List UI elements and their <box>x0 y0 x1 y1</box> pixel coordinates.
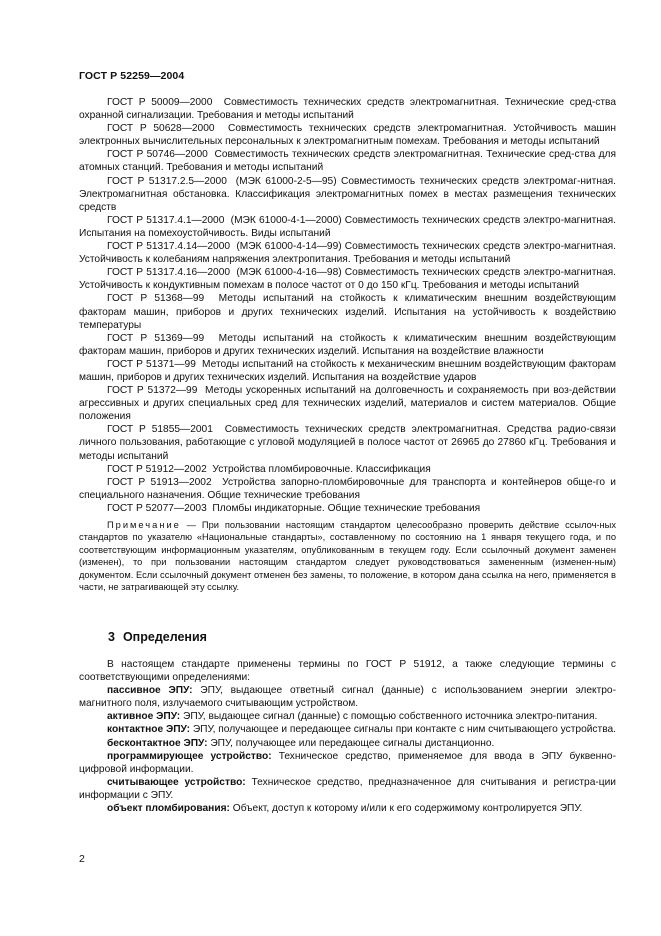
definition-item <box>79 710 616 723</box>
document-header: ГОСТ Р 52259—2004 <box>79 70 185 82</box>
reference-text: Совместимость технических средств электромагнитная. Средства радио-связи личного пользования, работающие с угловой модуляцией в полосе частот от 26965 до 27860 кГц. Требования и методы испытаний <box>79 424 616 462</box>
reference-code: ГОСТ Р 51371—99 <box>107 358 196 370</box>
reference-code: ГОСТ Р 51912—2002 <box>107 463 207 475</box>
reference-item <box>79 384 616 423</box>
definition-term: программирующее устройство: <box>107 750 272 762</box>
reference-item <box>79 476 616 502</box>
definition-text: Техническое средство, предназначенное для считывания и регистра-ции информации с ЭПУ. <box>79 776 616 801</box>
reference-code: ГОСТ Р 51369—99 <box>107 332 205 344</box>
section-title: Определения <box>122 630 207 644</box>
reference-text: Методы испытаний на стойкость к климатическим внешним воздействующим факторам машин, приборов и других технических изделий. Испытания на устойчивость к воздействию температуры <box>79 293 616 331</box>
definition-term: контактное ЭПУ: <box>107 724 191 736</box>
definition-text: ЭПУ, выдающее сигнал (данные) с помощью собственного источника электро-питания. <box>183 711 598 723</box>
section-intro: В настоящем стандарте применены термины по ГОСТ Р 51912, а также следующие термины с соответствующими определениями: <box>79 659 616 684</box>
reference-item <box>79 96 616 122</box>
reference-item <box>79 358 616 384</box>
normative-references <box>79 96 616 593</box>
definition-text: ЭПУ, получающее или передающее сигналы дистанционно. <box>210 737 495 749</box>
reference-text: Совместимость технических средств электромагнитная. Технические сред-ства для атомных станций. Требования и методы испытаний <box>79 149 616 174</box>
reference-code: ГОСТ Р 51317.4.1—2000 <box>107 214 225 226</box>
reference-item <box>79 463 616 476</box>
reference-item <box>79 332 616 358</box>
reference-text: (МЭК 61000-4-1—2000) Совместимость технических средств электро-магнитная. Испытания на помехоустойчивость. Виды испытаний <box>79 214 616 239</box>
reference-text: Устройства пломбировочные. Классификация <box>212 463 431 475</box>
definition-text: Объект, доступ к которому и/или к его содержимому контролируется ЭПУ. <box>232 803 583 815</box>
reference-code: ГОСТ Р 52077—2003 <box>107 502 207 514</box>
reference-item <box>79 266 616 292</box>
definition-item <box>79 750 616 776</box>
reference-item <box>79 175 616 214</box>
reference-code: ГОСТ Р 51368—99 <box>107 293 205 305</box>
definition-term: активное ЭПУ: <box>107 711 181 723</box>
reference-item <box>79 502 616 515</box>
note-text: — При пользовании настоящим стандартом целесообразно проверить действие ссылоч-ных стандартов по указателю «Национальные стандарты», составленному по состоянию на 1 января текущего года, и по соответствующим информационным указателям, опубликованным в текущем году. Если ссылочный документ заменен (изменен), то при пользовании настоящим стандартом следует руководствоваться замененным (изменен-ным) документом. Если ссылочный документ отменен без замены, то положение, в котором дана ссылка на него, применяется в части, не затрагивающей эту ссылку. <box>79 520 616 593</box>
definition-item <box>79 684 616 710</box>
reference-item <box>79 214 616 240</box>
reference-code: ГОСТ Р 50746—2000 <box>107 149 208 161</box>
reference-code: ГОСТ Р 51317.4.14—2000 <box>107 241 231 253</box>
reference-text: Методы испытаний на стойкость к механическим внешним воздействующим факторам машин, приборов и других технических изделий. Испытания на воздействие ударов <box>79 358 616 383</box>
reference-text: Методы испытаний на стойкость к климатическим внешним воздействующим факторам машин, приборов и других технических изделий. Испытания на воздействие влажности <box>79 332 616 357</box>
reference-text: Совместимость технических средств электромагнитная. Технические сред-ства охранной сигнализации. Требования и методы испытаний <box>79 97 616 122</box>
definition-text: Техническое средство, применяемое для ввода в ЭПУ буквенно-цифровой информации. <box>79 750 616 775</box>
definition-item <box>79 723 616 736</box>
reference-code: ГОСТ Р 51317.2.5—2000 <box>107 175 227 187</box>
note-label: Примечание <box>107 520 181 530</box>
definition-text: ЭПУ, выдающее ответный сигнал (данные) с использованием энергии электро-магнитного поля, излучаемого считывающим устройством. <box>79 685 616 710</box>
definition-item <box>79 737 616 750</box>
definition-term: пассивное ЭПУ: <box>107 685 193 697</box>
reference-item <box>79 240 616 266</box>
definition-term: бесконтактное ЭПУ: <box>107 737 208 749</box>
reference-item <box>79 423 616 462</box>
reference-text: Совместимость технических средств электромагнитная. Устойчивость машин электронных вычислительных персональных к электромагнитным помехам. Требования и методы испытаний <box>79 123 617 148</box>
definition-item <box>79 802 616 815</box>
reference-text: Методы ускоренных испытаний на долговечность и сохраняемость при воз-действии агрессивных и других специальных сред для технических изделий, материалов и систем материалов. Общие положения <box>79 385 616 423</box>
note-paragraph <box>79 519 616 593</box>
definitions-section <box>79 630 616 815</box>
reference-text: (МЭК 61000-2-5—95) Совместимость технических средств электромаг-нитная. Электромагнитная обстановка. Классификация электромагнитных помех в местах размещения технических средств <box>79 175 616 213</box>
reference-text: Пломбы индикаторные. Общие технические требования <box>212 502 481 514</box>
reference-code: ГОСТ Р 50628—2000 <box>107 123 215 135</box>
definition-text: ЭПУ, получающее и передающее сигналы при контакте с ним считывающего устройства. <box>192 724 616 736</box>
reference-code: ГОСТ Р 51372—99 <box>107 385 198 397</box>
reference-code: ГОСТ Р 51317.4.16—2000 <box>107 267 231 279</box>
page-number: 2 <box>79 853 85 865</box>
reference-item <box>79 292 616 331</box>
reference-item <box>79 148 616 174</box>
section-number: 3 <box>108 630 115 644</box>
reference-text: (МЭК 61000-4-16—98) Совместимость технических средств электро-магнитная. Устойчивость к кондуктивным помехам в полосе частот от 0 до 150 кГц. Требования и методы испытаний <box>79 267 616 292</box>
definition-term: объект пломбирования: <box>107 803 230 815</box>
definition-item <box>79 776 616 802</box>
reference-item <box>79 122 616 148</box>
section-heading <box>108 630 616 644</box>
reference-text: (МЭК 61000-4-14—99) Совместимость технических средств электро-магнитная. Устойчивость к колебаниям напряжения электропитания. Требования и методы испытаний <box>79 241 616 266</box>
reference-code: ГОСТ Р 51913—2002 <box>107 476 212 488</box>
reference-text: Устройства запорно-пломбировочные для транспорта и контейнеров обще-го и специального назначения. Общие технические требования <box>79 476 616 501</box>
reference-code: ГОСТ Р 50009—2000 <box>107 97 213 108</box>
definition-term: считывающее устройство: <box>107 776 246 788</box>
reference-code: ГОСТ Р 51855—2001 <box>107 424 213 436</box>
